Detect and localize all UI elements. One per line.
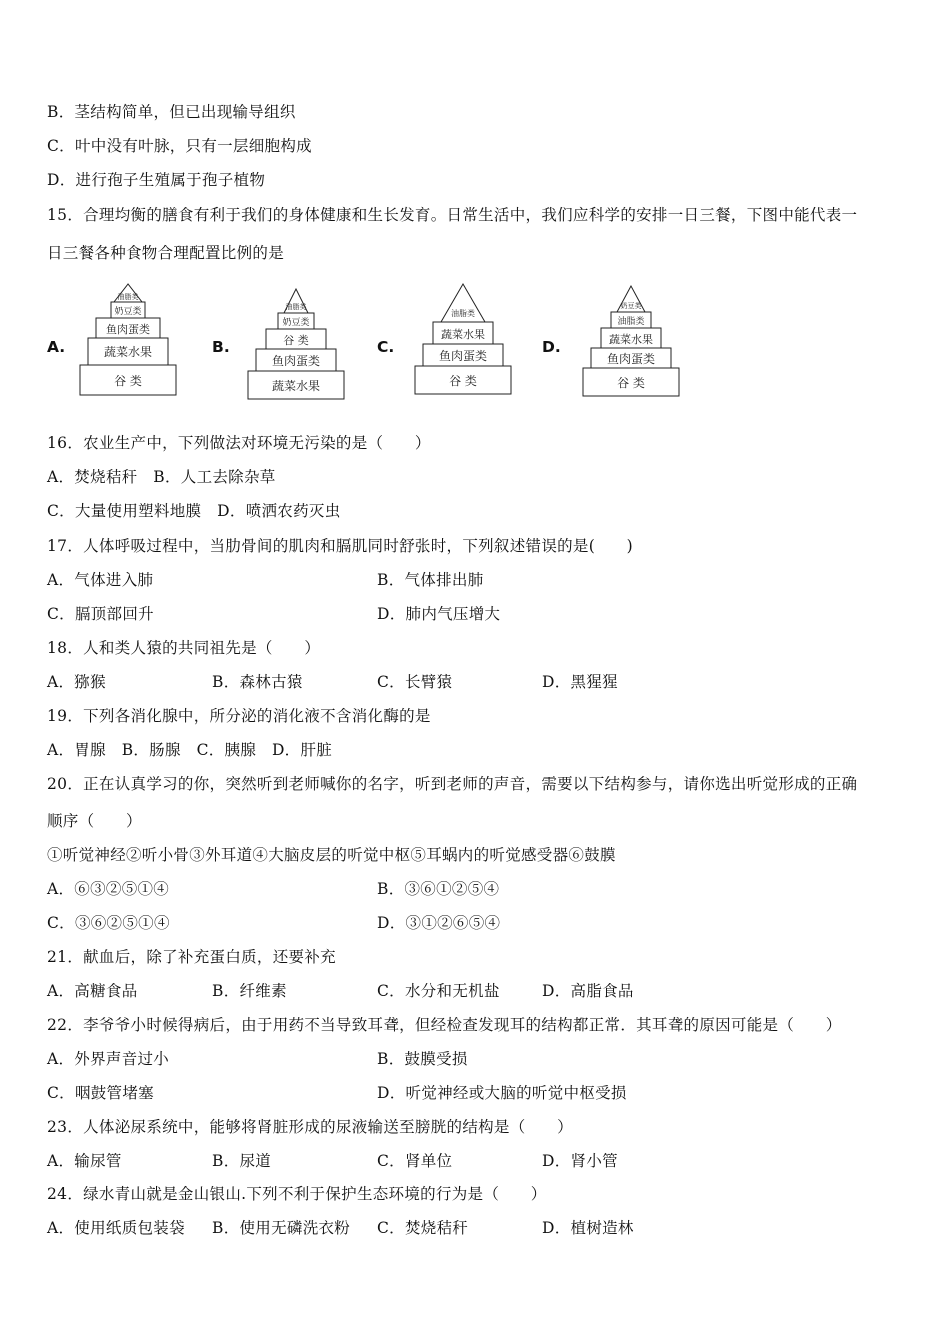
q22-option-d: D．听觉神经或大脑的听觉中枢受损	[377, 1084, 627, 1102]
pyramid-a-label: A.	[47, 338, 66, 356]
q22-option-b: B．鼓膜受损	[377, 1050, 468, 1068]
q23-option-b: B．尿道	[212, 1152, 272, 1170]
pyramid-d-layer-5: 谷 类	[617, 376, 645, 390]
pyramid-c-layer-4: 谷 类	[449, 374, 477, 388]
pyramid-b-layer-2: 奶豆类	[282, 318, 310, 328]
pyramid-d-layer-2: 油脂类	[617, 317, 645, 327]
q22-option-a: A．外界声音过小	[47, 1050, 170, 1068]
pyramid-c-figure	[411, 280, 515, 400]
q22-option-c: C．咽鼓管堵塞	[47, 1084, 154, 1102]
pyramid-c-layer-1: 油脂类	[451, 309, 475, 318]
q23-option-d: D．肾小管	[542, 1152, 618, 1170]
q14-option-c: C．叶中没有叶脉，只有一层细胞构成	[47, 137, 312, 155]
pyramid-b-layer-4: 鱼肉蛋类	[271, 354, 321, 368]
q19-stem: 19．下列各消化腺中，所分泌的消化液不含消化酶的是	[47, 707, 431, 725]
q17-option-a: A．气体进入肺	[47, 571, 154, 589]
pyramid-d-layer-1: 奶豆类	[620, 302, 642, 310]
q21-option-d: D．高脂食品	[542, 982, 634, 1000]
q24-stem: 24．绿水青山就是金山银山.下列不利于保护生态环境的行为是（ ）	[47, 1185, 547, 1203]
pyramid-a-layer-1: 油脂类	[117, 293, 139, 301]
pyramid-c-label: C.	[377, 338, 395, 356]
pyramid-c-layer-3: 鱼肉蛋类	[438, 349, 488, 363]
q24-option-a: A．使用纸质包装袋	[47, 1219, 185, 1237]
q15-stem-line1: 15．合理均衡的膳食有利于我们的身体健康和生长发育。日常生活中，我们应科学的安排一日三餐，下图中能代表一	[47, 206, 858, 224]
q21-option-a: A．高糖食品	[47, 982, 138, 1000]
pyramid-b-layer-5: 蔬菜水果	[271, 379, 321, 393]
q20-stem-line2: 顺序（ ）	[47, 812, 142, 830]
pyramid-d-figure	[579, 282, 683, 402]
q20-stem-line1: 20．正在认真学习的你，突然听到老师喊你的名字，听到老师的声音，需要以下结构参与，请你选出听觉形成的正确	[47, 775, 858, 793]
q19-options-row: A．胃腺 B．肠腺 C．胰腺 D．肝脏	[47, 741, 333, 759]
q23-stem: 23．人体泌尿系统中，能够将肾脏形成的尿液输送至膀胱的结构是（ ）	[47, 1118, 573, 1136]
q24-option-d: D．植树造林	[542, 1219, 634, 1237]
q15-stem-line2: 日三餐各种食物合理配置比例的是	[47, 244, 285, 262]
q21-stem: 21．献血后，除了补充蛋白质，还要补充	[47, 948, 336, 966]
pyramid-b-layer-3: 谷 类	[283, 334, 309, 347]
pyramid-d-label: D.	[542, 338, 561, 356]
q18-option-b: B．森林古猿	[212, 673, 303, 691]
q20-option-c: C．③⑥②⑤①④	[47, 914, 170, 932]
q16-options-row1: A．焚烧秸秆 B．人工去除杂草	[47, 468, 276, 486]
q24-option-c: C．焚烧秸秆	[377, 1219, 469, 1237]
q22-stem: 22．李爷爷小时候得病后，由于用药不当导致耳聋，但经检查发现耳的结构都正常．其耳聋的原因可能是（ ）	[47, 1016, 842, 1034]
q18-option-c: C．长臂猿	[377, 673, 453, 691]
pyramid-b-label: B.	[212, 338, 230, 356]
q17-option-c: C．膈顶部回升	[47, 605, 154, 623]
q18-stem: 18．人和类人猿的共同祖先是（ ）	[47, 639, 321, 657]
pyramid-d-layer-4: 鱼肉蛋类	[606, 352, 656, 366]
q23-option-c: C．肾单位	[377, 1152, 453, 1170]
q23-option-a: A．输尿管	[47, 1152, 122, 1170]
pyramid-c-layer-2: 蔬菜水果	[441, 328, 485, 341]
q24-option-b: B．使用无磷洗衣粉	[212, 1219, 351, 1237]
q20-items: ①听觉神经②听小骨③外耳道④大脑皮层的听觉中枢⑤耳蜗内的听觉感受器⑥鼓膜	[47, 846, 616, 864]
pyramid-b-layer-1: 油脂类	[285, 303, 307, 311]
pyramid-a-layer-4: 蔬菜水果	[103, 345, 153, 359]
q18-option-d: D．黑猩猩	[542, 673, 618, 691]
q17-option-d: D．肺内气压增大	[377, 605, 501, 623]
pyramid-a-layer-3: 鱼肉蛋类	[106, 323, 150, 336]
q16-stem: 16．农业生产中，下列做法对环境无污染的是（ ）	[47, 434, 431, 452]
pyramid-a-figure	[76, 280, 180, 400]
q18-option-a: A．猕猴	[47, 673, 106, 691]
q21-option-b: B．纤维素	[212, 982, 287, 1000]
q20-option-d: D．③①②⑥⑤④	[377, 914, 501, 932]
q17-stem: 17．人体呼吸过程中，当肋骨间的肌肉和膈肌同时舒张时，下列叙述错误的是( )	[47, 537, 634, 555]
q14-option-b: B．茎结构简单，但已出现输导组织	[47, 103, 296, 121]
pyramid-b-figure	[244, 285, 348, 405]
q20-option-b: B．③⑥①②⑤④	[377, 880, 500, 898]
q21-option-c: C．水分和无机盐	[377, 982, 500, 1000]
q16-options-row2: C．大量使用塑料地膜 D．喷洒农药灭虫	[47, 502, 341, 520]
q14-option-d: D．进行孢子生殖属于孢子植物	[47, 171, 266, 189]
pyramid-a-layer-2: 奶豆类	[114, 307, 142, 317]
q20-option-a: A．⑥③②⑤①④	[47, 880, 170, 898]
pyramid-d-layer-3: 蔬菜水果	[609, 333, 653, 346]
pyramid-a-layer-5: 谷 类	[114, 374, 142, 388]
q17-option-b: B．气体排出肺	[377, 571, 484, 589]
